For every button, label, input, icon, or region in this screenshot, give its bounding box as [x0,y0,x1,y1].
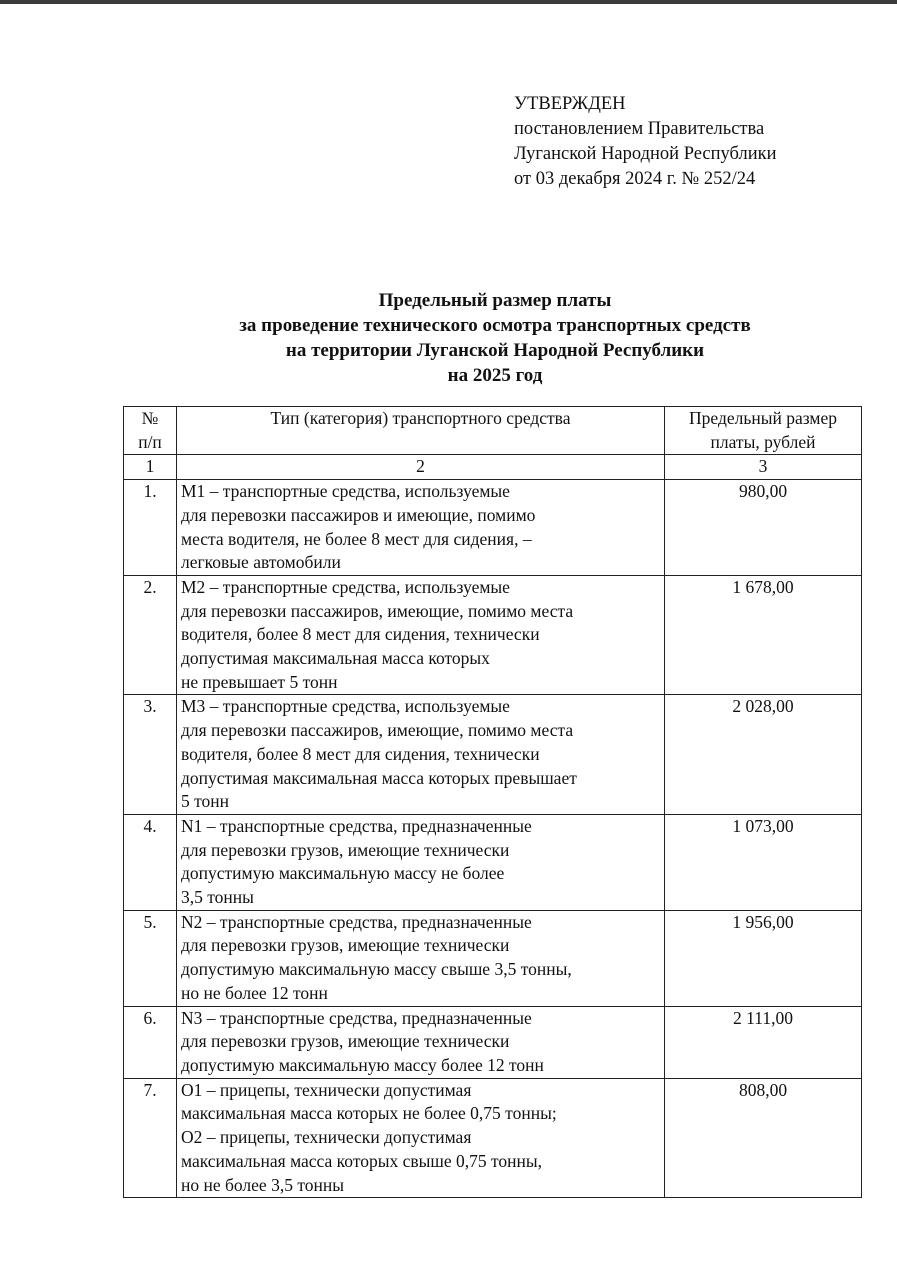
document-title [150,288,840,388]
header-number [124,407,177,455]
vehicle-category-line: для перевозки грузов, имеющие технически [181,839,510,860]
fee-amount: 1 073,00 [665,814,862,910]
row-number: 7. [124,1078,177,1198]
column-number: 3 [665,455,862,480]
vehicle-category-line: допустимую максимальную массу свыше 3,5 тонны, [181,959,572,980]
row-number: 2. [124,575,177,695]
vehicle-category-line: O1 – прицепы, технически допустимая [181,1079,472,1100]
table-header-row [124,407,862,455]
vehicle-category-line: для перевозки пассажиров, имеющие, помимо места [181,720,574,741]
approval-line: УТВЕРЖДЕН [514,94,626,114]
fee-amount: 1 956,00 [665,910,862,1006]
title-line: на территории Луганской Народной Республики [285,340,705,361]
row-number: 3. [124,695,177,815]
vehicle-category-line: 3,5 тонны [181,887,254,908]
vehicle-category [177,480,665,576]
row-number: 5. [124,910,177,1006]
header-number-line: п/п [138,431,162,452]
vehicle-category [177,910,665,1006]
vehicle-category-line: водителя, более 8 мест для сидения, технически [181,624,540,645]
title-line: Предельный размер платы [378,290,612,311]
vehicle-category [177,695,665,815]
table-row [124,575,862,695]
header-price-line: платы, рублей [710,431,816,452]
vehicle-category-line: максимальная масса которых не более 0,75 тонны; [181,1103,557,1124]
vehicle-category-line: N3 – транспортные средства, предназначенные [181,1007,532,1028]
vehicle-category-line: места водителя, не более 8 мест для сидения, – [181,528,532,549]
vehicle-category-line: N2 – транспортные средства, предназначенные [181,911,532,932]
vehicle-category-line: для перевозки грузов, имеющие технически [181,1031,510,1052]
vehicle-category-line: допустимую максимальную массу не более [181,863,505,884]
fee-amount: 2 111,00 [665,1006,862,1078]
vehicle-category-line: М1 – транспортные средства, используемые [181,481,510,502]
top-border [0,0,897,4]
column-number-row [124,455,862,480]
vehicle-category-line: допустимая максимальная масса которых превышает [181,767,577,788]
vehicle-category-line: для перевозки пассажиров и имеющие, помимо [181,504,536,525]
vehicle-category-line: максимальная масса которых свыше 0,75 тонны, [181,1150,543,1171]
row-number: 6. [124,1006,177,1078]
header-number-line: № [141,408,159,428]
vehicle-category [177,1006,665,1078]
fee-table [123,406,862,1198]
vehicle-category-line: М3 – транспортные средства, используемые [181,696,510,717]
vehicle-category-line: O2 – прицепы, технически допустимая [181,1127,472,1148]
vehicle-category-line: N1 – транспортные средства, предназначенные [181,815,532,836]
vehicle-category-line: для перевозки пассажиров, имеющие, помимо места [181,600,574,621]
table-row [124,480,862,576]
vehicle-category-line: водителя, более 8 мест для сидения, технически [181,743,540,764]
vehicle-category-line: легковые автомобили [181,552,341,573]
header-price [665,407,862,455]
table-row [124,695,862,815]
fee-amount: 808,00 [665,1078,862,1198]
fee-amount: 1 678,00 [665,575,862,695]
row-number: 1. [124,480,177,576]
vehicle-category-line: но не более 12 тонн [181,982,328,1003]
title-line: на 2025 год [447,365,543,386]
vehicle-category-line: но не более 3,5 тонны [181,1174,344,1195]
header-type [177,407,665,455]
vehicle-category [177,1078,665,1198]
vehicle-category [177,575,665,695]
approval-stamp [514,92,777,192]
approval-line: Луганской Народной Республики [514,144,777,164]
vehicle-category-line: допустимую максимальную массу более 12 тонн [181,1054,544,1075]
approval-line: постановлением Правительства [514,119,765,139]
approval-line: от 03 декабря 2024 г. № 252/24 [514,169,756,189]
vehicle-category-line: для перевозки грузов, имеющие технически [181,935,510,956]
table-row [124,1078,862,1198]
vehicle-category-line: М2 – транспортные средства, используемые [181,576,510,597]
vehicle-category [177,814,665,910]
vehicle-category-line: не превышает 5 тонн [181,671,338,692]
column-number: 1 [124,455,177,480]
table-row [124,1006,862,1078]
header-type-line: Тип (категория) транспортного средства [270,408,571,428]
title-line: за проведение технического осмотра транспортных средств [239,315,751,336]
column-number: 2 [177,455,665,480]
row-number: 4. [124,814,177,910]
vehicle-category-line: 5 тонн [181,791,230,812]
table-row [124,910,862,1006]
table-row [124,814,862,910]
vehicle-category-line: допустимая максимальная масса которых [181,648,490,669]
fee-amount: 980,00 [665,480,862,576]
fee-amount: 2 028,00 [665,695,862,815]
fee-table-body [124,480,862,1198]
header-price-line: Предельный размер [689,408,837,428]
